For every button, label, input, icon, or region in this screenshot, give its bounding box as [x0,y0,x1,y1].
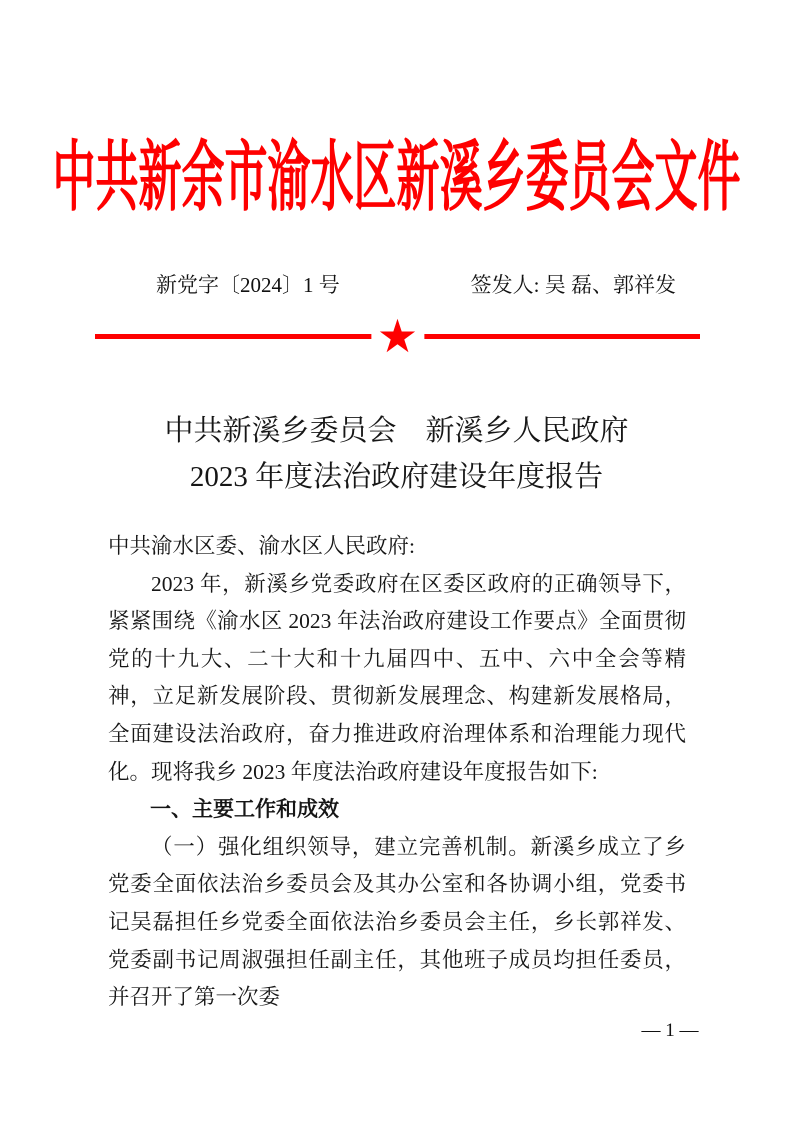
document-title-line-2: 2023 年度法治政府建设年度报告 [189,461,604,493]
page-number: — 1 — [641,1020,699,1041]
body-paragraph-1: 2023 年，新溪乡党委政府在区委区政府的正确领导下，紧紧围绕《渝水区 2023 年法治政府建设工作要点》全面贯彻党的十九大、二十大和十九届四中、五中、六中全会等精神，立足新发展阶段、贯彻新发展理念、构建新发展格局，全面建设法治政府，奋力推进政府治理体系和治理能力现代化。现将我乡 2023 年度法治政府建设年度报告如下: [108,571,686,784]
doc-number: 新党字〔2024〕1 号 [156,273,340,297]
issuer-label: 签发人: 吴 磊、郭祥发 [470,273,676,297]
salutation: 中共渝水区委、渝水区人民政府: [108,534,415,558]
star-icon: ★ [371,313,424,359]
document-title [0,408,793,500]
body-paragraph-2: （一）强化组织领导，建立完善机制。新溪乡成立了乡党委全面依法治乡委员会及其办公室和各协调小组，党委书记吴磊担任乡党委全面依法治乡委员会主任，乡长郭祥发、党委副书记周淑强担任副主任，其他班子成员均担任委员，并召开了第一次委 [108,834,686,1010]
document-title-line-1: 中共新溪乡委员会 新溪乡人民政府 [164,415,629,447]
red-divider [95,309,700,363]
document-body [108,528,686,1017]
letterhead [0,122,793,222]
letterhead-org-title: 中共新余市渝水区新溪乡委员会文件 [52,137,741,221]
doc-info-row [108,270,686,300]
section-heading-1: 一、主要工作和成效 [150,798,339,822]
